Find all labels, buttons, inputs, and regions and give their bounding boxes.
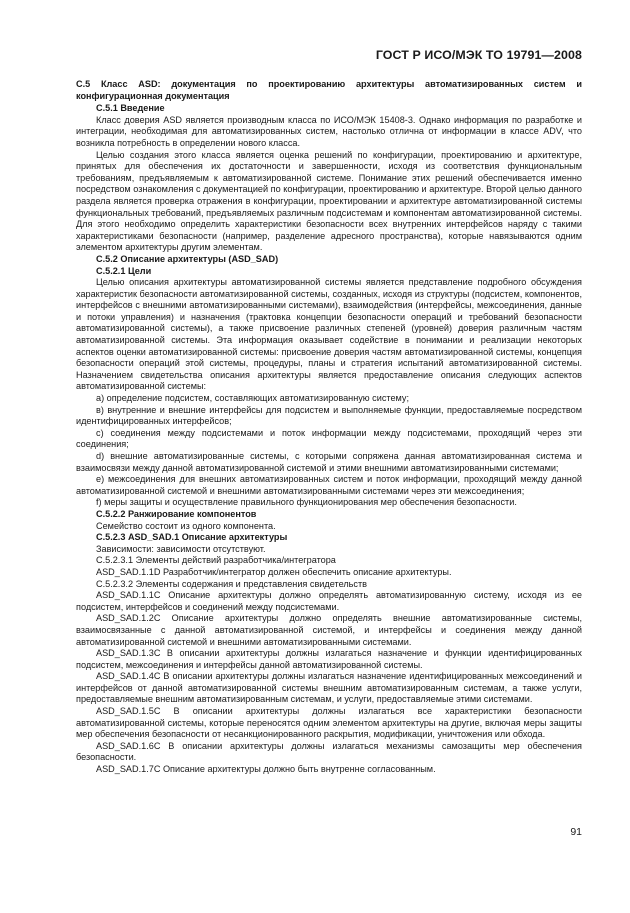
paragraph: ASD_SAD.1.6С В описании архитектуры должны излагаться механизмы самозащиты мер обеспечения безопасности. — [76, 740, 582, 763]
subsection-heading-c521: С.5.2.1 Цели — [96, 265, 152, 276]
subsection-heading-c523: С.5.2.3 ASD_SAD.1 Описание архитектуры — [96, 532, 288, 543]
list-item: с) соединения между подсистемами и поток информации между подсистемами, проходящий через эти соединения; — [76, 427, 582, 450]
paragraph: С.5.2.3.2 Элементы содержания и представления свидетельств — [96, 578, 368, 589]
paragraph: ASD_SAD.1.3С В описании архитектуры должны излагаться назначение и функции идентифицированных подсистем, межсоединения и интерфейсы данной автоматизированной системы. — [76, 648, 582, 670]
paragraph: Зависимости: зависимости отсутствуют. — [96, 543, 266, 554]
subsection-heading-c51: С.5.1 Введение — [96, 103, 165, 114]
document-body — [76, 79, 582, 776]
paragraph: Класс доверия ASD является производным класса по ИСО/МЭК 15408-3. Однако информация по разработке и интеграции, необходимая для автоматизированных систем, настолько отлична от информации в классе ADV, что возникла потребность в определении нового класса. — [76, 114, 582, 148]
subsection-heading-c52: С.5.2 Описание архитектуры (ASD_SAD) — [96, 253, 279, 264]
paragraph: Целью описания архитектуры автоматизированной системы является представление подробного обсуждения характеристик безопасности автоматизированной системы, созданных, исходя из структуры (подсистем, компонентов, интерфейсов с внешними автоматизированными системами), взаимодействия (интерфейсы, межсоединения, данные и потоки управления) и назначения (трактовка концепции безопасности операций и требований безопасности автоматизированной системы), а также присвоение различных степеней (уровней) доверия различным частям автоматизированной системы. Эта информация оказывает содействие в понимании и реализации некоторых аспектов оценки автоматизированной системы: присвоение доверия частям автоматизированной системы, концепция безопасности операций этой системы, процедуры, планы и стратегия испытаний автоматизированной системы. Назначением свидетельства описания архитектуры является предоставление описания следующих аспектов автоматизированной системы: — [76, 277, 582, 392]
paragraph: ASD_SAD.1.5С В описании архитектуры должны излагаться все характеристики безопасности автоматизированной системы, которые переносятся одним элементом архитектуры на другие, включая меры защиты мер обеспечения безопасности от несанкционированного раскрытия, модификации, уничтожения или обхода. — [76, 706, 582, 740]
paragraph: ASD_SAD.1.2С Описание архитектуры должно определять внешние автоматизированные системы, взаимосвязанные с данной автоматизированной системой, и интерфейсы и соединения между данной автоматизированной системой и внешними автоматизированными системами. — [76, 613, 582, 647]
document-header: ГОСТ Р ИСО/МЭК ТО 19791—2008 — [375, 48, 582, 62]
paragraph: ASD_SAD.1.7С Описание архитектуры должно быть внутренне согласованным. — [96, 764, 436, 775]
list-item: в) внутренние и внешние интерфейсы для подсистем и выполняемые функции, предоставляемые посредством идентифицированных интерфейсов; — [76, 404, 582, 427]
list-item: f) меры защиты и осуществление правильного функционирования мер обеспечения безопасности. — [96, 497, 517, 508]
list-item: d) внешние автоматизированные системы, с которыми сопряжена данная автоматизированная система и взаимосвязи между данной автоматизированной системой и этими внешними автоматизированными системами; — [76, 451, 582, 473]
paragraph: ASD_SAD.1.4С В описании архитектуры должны излагаться назначение идентифицированных межсоединений и интерфейсов от данной автоматизированной системы внешним автоматизированным системам, а также услуги, предоставляемые внешним автоматизированным системам, и услуги, предоставляемые этими системами. — [76, 671, 582, 705]
paragraph: ASD_SAD.1.1С Описание архитектуры должно определять автоматизированную систему, исходя из ее подсистем, интерфейсов и соединений между подсистемами. — [76, 590, 582, 612]
page-number: 91 — [570, 826, 582, 838]
section-heading-c5: С.5 Класс ASD: документация по проектированию архитектуры автоматизированных систем и конфигурационная документация — [76, 79, 582, 101]
paragraph: Семейство состоит из одного компонента. — [96, 520, 276, 531]
paragraph: ASD_SAD.1.1D Разработчик/интегратор должен обеспечить описание архитектуры. — [96, 566, 452, 577]
list-item: е) межсоединения для внешних автоматизированных систем и поток информации, проходящий между данной автоматизированной системой и внешними автоматизированными системами через эти межсоединения; — [76, 474, 582, 496]
paragraph: Целью создания этого класса является оценка решений по конфигурации, проектированию и архитектуре, принятых для обеспечения их достаточности и завершенности, исходя из соответствия функциональным требованиям, предъявляемым к автоматизированной системе. Понимание этих решений обеспечивается именно посредством ознакомления с документацией по конфигурации, проектированию и архитектуре. Второй целью данного раздела является проверка отражения в конфигурации, проектировании и архитектуре автоматизированной системы функциональных требований, предъявляемых различным подсистемам и компонентам автоматизированной системы. Для этого необходимо определить характеристики безопасности всех внутренних интерфейсов наряду с такими характеристиками безопасности (например, разделение адресного пространства), которые навязываются одним элементом архитектуры другим элементам. — [76, 149, 582, 253]
list-item: а) определение подсистем, составляющих автоматизированную систему; — [96, 393, 410, 404]
paragraph: С.5.2.3.1 Элементы действий разработчика/интегратора — [96, 555, 336, 566]
subsection-heading-c522: С.5.2.2 Ранжирование компонентов — [96, 508, 257, 519]
